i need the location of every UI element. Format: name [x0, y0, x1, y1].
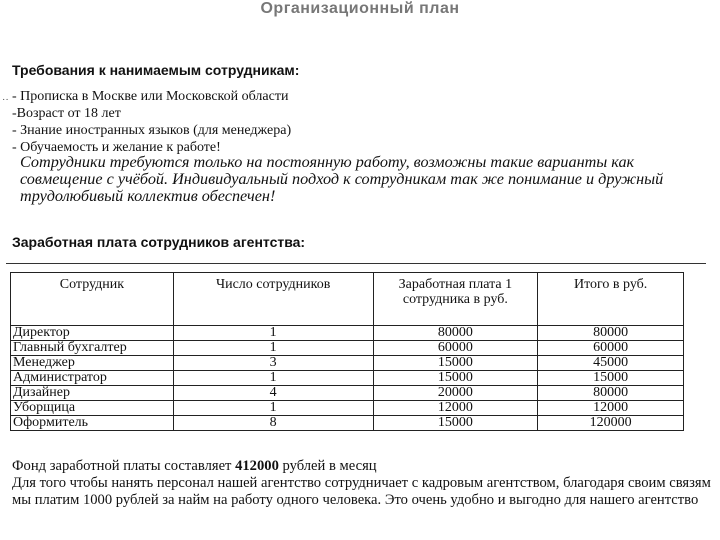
- margin-mark: ˙˙: [2, 98, 9, 109]
- salary-table: [10, 272, 684, 431]
- employee-name: Администратор: [11, 371, 174, 386]
- column-header: Итого в руб.: [538, 273, 684, 326]
- employee-total: 120000: [538, 416, 684, 431]
- employee-name: Дизайнер: [11, 386, 174, 401]
- page-title: Организационный план: [260, 0, 460, 17]
- table-row: [11, 371, 684, 386]
- employee-total: 80000: [538, 326, 684, 341]
- employee-count: 1: [173, 371, 373, 386]
- salary-heading: Заработная плата сотрудников агентства:: [12, 234, 306, 250]
- divider: [6, 263, 706, 264]
- salary-fund-line: [12, 458, 712, 475]
- employee-total: 12000: [538, 401, 684, 416]
- employee-count: 1: [173, 401, 373, 416]
- column-header: Заработная плата 1 сотрудника в руб.: [373, 273, 538, 326]
- table-row: [11, 341, 684, 356]
- column-header: Число сотрудников: [173, 273, 373, 326]
- requirements-list: [12, 88, 291, 156]
- table-row: [11, 356, 684, 371]
- table-row: [11, 416, 684, 431]
- table-row: [11, 386, 684, 401]
- employee-count: 3: [173, 356, 373, 371]
- hiring-paragraph: Для того чтобы нанять персонал нашей агентство сотрудничает с кадровым агентством, благодаря своим связям мы платим 1000 рублей за найм на работу одного человека. Это очень удобно и выгодно для нашего агентство: [12, 475, 711, 508]
- employee-salary: 12000: [373, 401, 538, 416]
- employee-salary: 60000: [373, 341, 538, 356]
- employee-name: Уборщица: [11, 401, 174, 416]
- employee-count: 4: [173, 386, 373, 401]
- employee-count: 1: [173, 341, 373, 356]
- table-row: [11, 401, 684, 416]
- table-header-row: [11, 273, 684, 326]
- table-row: [11, 326, 684, 341]
- employee-name: Главный бухгалтер: [11, 341, 174, 356]
- employee-salary: 15000: [373, 371, 538, 386]
- employment-note: Сотрудники требуются только на постоянную работу, возможны такие варианты как совмещение с учёбой. Индивидуальный подход к сотрудникам так же понимание и дружный трудолюбивый коллектив обеспечен!: [20, 153, 664, 205]
- requirement-item: -Возраст от 18 лет: [12, 106, 121, 121]
- requirement-item: - Прописка в Москве или Московской области: [12, 89, 289, 104]
- fund-amount: 412000: [235, 458, 279, 474]
- footer-text: [12, 458, 712, 509]
- employee-salary: 15000: [373, 416, 538, 431]
- employee-total: 15000: [538, 371, 684, 386]
- employee-salary: 15000: [373, 356, 538, 371]
- employee-total: 80000: [538, 386, 684, 401]
- employee-count: 8: [173, 416, 373, 431]
- requirement-item: - Знание иностранных языков (для менеджера): [12, 123, 292, 138]
- fund-suffix: рублей в месяц: [278, 458, 377, 474]
- employee-total: 60000: [538, 341, 684, 356]
- employee-total: 45000: [538, 356, 684, 371]
- requirements-heading: Требования к нанимаемым сотрудникам:: [12, 62, 300, 78]
- fund-prefix: Фонд заработной платы составляет: [12, 458, 236, 474]
- employee-salary: 80000: [373, 326, 538, 341]
- requirement-item: - Обучаемость и желание к работе!: [12, 140, 221, 155]
- employee-name: Менеджер: [11, 356, 174, 371]
- employee-name: Оформитель: [11, 416, 174, 431]
- employee-count: 1: [173, 326, 373, 341]
- employee-name: Директор: [11, 326, 174, 341]
- column-header: Сотрудник: [11, 273, 174, 326]
- employee-salary: 20000: [373, 386, 538, 401]
